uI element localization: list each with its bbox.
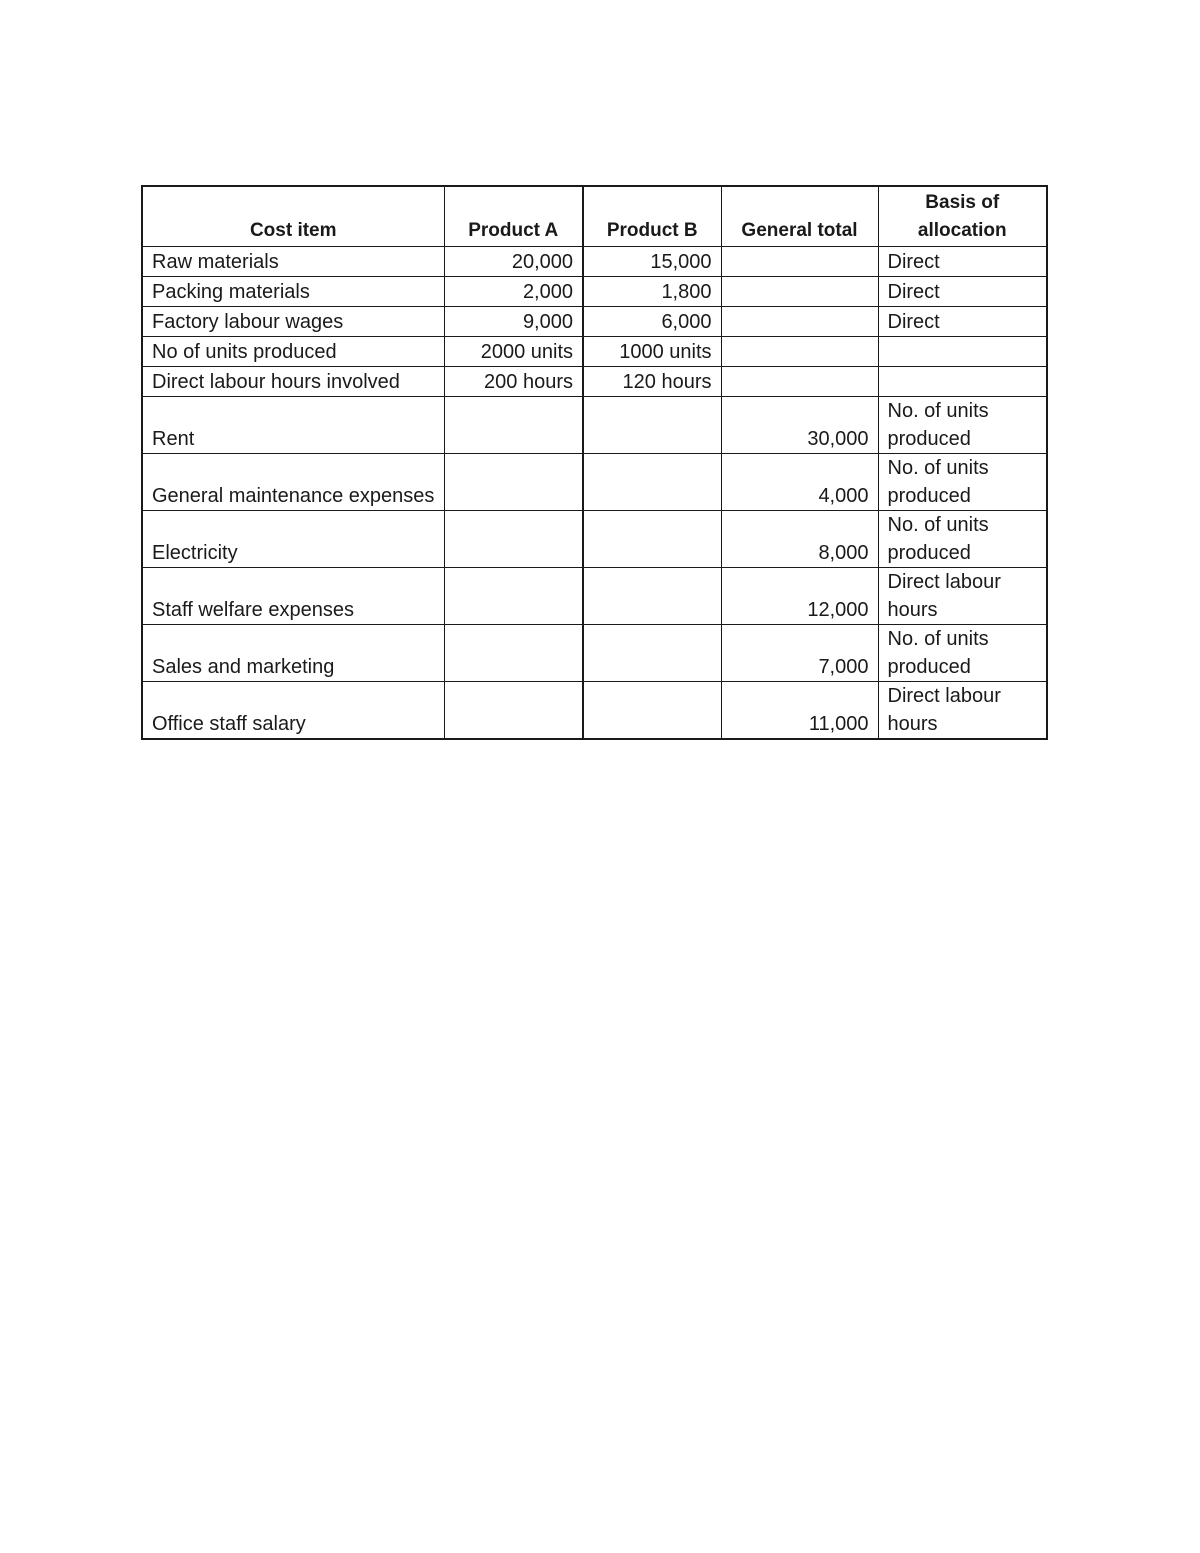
product-a-cell: 9,000 xyxy=(444,307,583,337)
header-product-b: Product B xyxy=(583,186,721,247)
basis-line1: No. of units xyxy=(887,514,989,536)
basis-line2: produced xyxy=(887,542,971,564)
cost-item-cell: Staff welfare expenses xyxy=(142,568,444,625)
cost-allocation-table xyxy=(141,185,1048,740)
basis-cell xyxy=(878,568,1047,625)
header-basis-line2: allocation xyxy=(917,220,1007,241)
product-b-cell: 120 hours xyxy=(583,367,721,397)
product-b-cell: 1,800 xyxy=(583,277,721,307)
product-b-cell xyxy=(583,625,721,682)
product-a-cell: 2000 units xyxy=(444,337,583,367)
general-total-cell: 4,000 xyxy=(721,454,878,511)
header-basis-of-allocation xyxy=(878,186,1047,247)
general-total-cell xyxy=(721,307,878,337)
cost-item-cell: Rent xyxy=(142,397,444,454)
basis-cell xyxy=(878,682,1047,740)
general-total-cell: 11,000 xyxy=(721,682,878,740)
cost-item-cell: Electricity xyxy=(142,511,444,568)
product-a-cell xyxy=(444,625,583,682)
table-row xyxy=(142,568,1047,625)
product-a-cell xyxy=(444,568,583,625)
table-row xyxy=(142,367,1047,397)
product-a-cell xyxy=(444,397,583,454)
basis-cell xyxy=(878,511,1047,568)
header-row xyxy=(142,186,1047,247)
basis-line1: No. of units xyxy=(887,628,989,650)
product-a-cell: 200 hours xyxy=(444,367,583,397)
product-b-cell xyxy=(583,454,721,511)
product-a-cell: 20,000 xyxy=(444,247,583,277)
basis-line2: produced xyxy=(887,485,971,507)
product-a-cell xyxy=(444,454,583,511)
basis-line2: hours xyxy=(887,599,938,621)
cost-item-cell: Raw materials xyxy=(142,247,444,277)
general-total-cell: 7,000 xyxy=(721,625,878,682)
basis-line2: produced xyxy=(887,428,971,450)
product-b-cell: 6,000 xyxy=(583,307,721,337)
basis-line1: Direct labour xyxy=(887,571,1001,593)
table-row xyxy=(142,397,1047,454)
product-b-cell xyxy=(583,397,721,454)
basis-cell xyxy=(878,625,1047,682)
table-row xyxy=(142,247,1047,277)
header-product-a: Product A xyxy=(444,186,583,247)
general-total-cell xyxy=(721,247,878,277)
basis-line2: hours xyxy=(887,713,938,735)
table-row xyxy=(142,511,1047,568)
cost-item-cell: No of units produced xyxy=(142,337,444,367)
table-row xyxy=(142,454,1047,511)
basis-cell xyxy=(878,454,1047,511)
general-total-cell xyxy=(721,367,878,397)
cost-item-cell: General maintenance expenses xyxy=(142,454,444,511)
header-cost-item: Cost item xyxy=(142,186,444,247)
table-row xyxy=(142,277,1047,307)
cost-item-cell: Factory labour wages xyxy=(142,307,444,337)
product-b-cell: 1000 units xyxy=(583,337,721,367)
product-a-cell: 2,000 xyxy=(444,277,583,307)
product-a-cell xyxy=(444,682,583,740)
product-b-cell xyxy=(583,568,721,625)
basis-line1: No. of units xyxy=(887,400,989,422)
cost-item-cell: Office staff salary xyxy=(142,682,444,740)
product-b-cell xyxy=(583,511,721,568)
basis-cell: Direct xyxy=(878,277,1047,307)
general-total-cell: 30,000 xyxy=(721,397,878,454)
cost-item-cell: Sales and marketing xyxy=(142,625,444,682)
cost-item-cell: Direct labour hours involved xyxy=(142,367,444,397)
basis-cell xyxy=(878,337,1047,367)
basis-line2: produced xyxy=(887,656,971,678)
table-row xyxy=(142,307,1047,337)
general-total-cell xyxy=(721,337,878,367)
product-b-cell xyxy=(583,682,721,740)
general-total-cell xyxy=(721,277,878,307)
basis-cell: Direct xyxy=(878,307,1047,337)
basis-cell: Direct xyxy=(878,247,1047,277)
product-a-cell xyxy=(444,511,583,568)
general-total-cell: 12,000 xyxy=(721,568,878,625)
basis-line1: No. of units xyxy=(887,457,989,479)
header-basis-line1: Basis of xyxy=(925,192,1000,213)
table-row xyxy=(142,337,1047,367)
header-general-total: General total xyxy=(721,186,878,247)
table-row xyxy=(142,625,1047,682)
basis-cell xyxy=(878,397,1047,454)
cost-item-cell: Packing materials xyxy=(142,277,444,307)
general-total-cell: 8,000 xyxy=(721,511,878,568)
basis-cell xyxy=(878,367,1047,397)
product-b-cell: 15,000 xyxy=(583,247,721,277)
table-row xyxy=(142,682,1047,740)
basis-line1: Direct labour xyxy=(887,685,1001,707)
